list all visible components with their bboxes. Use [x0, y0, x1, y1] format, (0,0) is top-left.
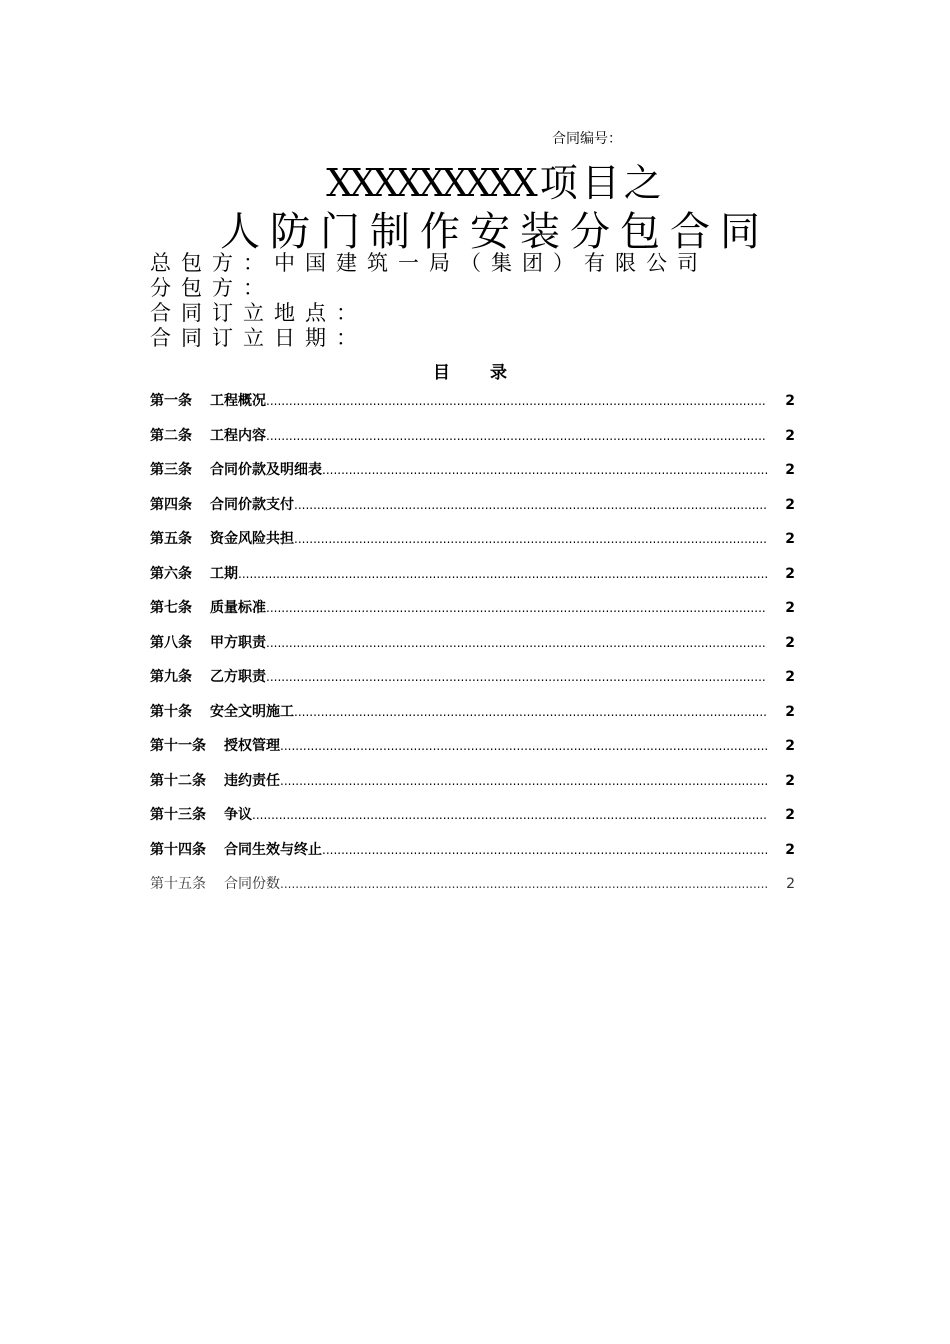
- toc-leader-dots: [266, 670, 767, 684]
- toc-entry-number: 第十条: [150, 703, 192, 720]
- toc-entry-page: 2: [785, 496, 795, 513]
- title-line1-suffix: 项目之: [539, 161, 666, 205]
- toc-entry-number: 第四条: [150, 496, 192, 513]
- toc-entry[interactable]: [150, 839, 795, 874]
- toc-entry-label: 质量标准: [210, 600, 266, 616]
- toc-entry-page: 2: [785, 669, 795, 685]
- toc-entry-page: 2: [785, 565, 795, 582]
- toc-leader-dots: [266, 429, 767, 443]
- toc-leader-dots: [266, 601, 767, 615]
- toc-leader-dots: [252, 808, 767, 822]
- toc-leader-dots: [266, 394, 767, 408]
- toc-entry[interactable]: [150, 632, 795, 667]
- toc-entry-number: 第十二条: [150, 772, 206, 789]
- toc-entry-label: 工程内容: [210, 427, 266, 444]
- toc-entry-label: 授权管理: [224, 738, 280, 754]
- toc-entry-number: 第一条: [150, 393, 192, 409]
- toc-entry-label: 争议: [224, 807, 252, 823]
- toc-entry[interactable]: [150, 770, 795, 805]
- toc-leader-dots: [266, 636, 767, 650]
- toc-entry-label: 合同份数: [224, 876, 280, 892]
- toc-entry[interactable]: [150, 390, 795, 425]
- toc-entry-number: 第八条: [150, 634, 192, 651]
- toc-entry-label: 安全文明施工: [210, 703, 294, 720]
- toc-leader-dots: [238, 567, 767, 581]
- toc-leader-dots: [280, 774, 767, 788]
- document-title-line1: [0, 152, 950, 207]
- toc-entry-label: 甲方职责: [210, 634, 266, 651]
- toc-entry-page: 2: [785, 462, 795, 478]
- toc-leader-dots: [294, 705, 767, 719]
- toc-entry-number: 第十四条: [150, 841, 206, 858]
- toc-entry-number: 第三条: [150, 462, 192, 478]
- toc-entry-number: 第六条: [150, 565, 192, 582]
- table-of-contents: [150, 390, 795, 908]
- toc-title: 目录: [433, 363, 547, 383]
- document-title-line2: 人防门制作安装分包合同: [220, 209, 770, 255]
- toc-entry-label: 乙方职责: [210, 669, 266, 685]
- toc-entry-label: 合同价款及明细表: [210, 462, 322, 478]
- toc-entry-number: 第五条: [150, 531, 192, 547]
- contract-date-row: [150, 322, 367, 352]
- toc-entry-label: 合同价款支付: [210, 496, 294, 513]
- toc-entry-number: 第十三条: [150, 807, 206, 823]
- toc-leader-dots: [280, 739, 767, 753]
- toc-leader-dots: [322, 463, 767, 477]
- toc-entry[interactable]: [150, 459, 795, 494]
- general-contractor-label: 总包方：: [150, 251, 274, 275]
- toc-entry[interactable]: [150, 494, 795, 529]
- toc-entry[interactable]: [150, 701, 795, 736]
- project-name-placeholder: XXXXXXXXX: [326, 161, 534, 205]
- toc-entry[interactable]: [150, 804, 795, 839]
- toc-entry-page: 2: [785, 531, 795, 547]
- toc-entry-label: 合同生效与终止: [224, 841, 322, 858]
- toc-entry[interactable]: [150, 735, 795, 770]
- toc-entry[interactable]: [150, 528, 795, 563]
- toc-entry-number: 第九条: [150, 669, 192, 685]
- toc-entry[interactable]: [150, 873, 795, 908]
- toc-entry-label: 工期: [210, 565, 238, 582]
- toc-entry-page: 2: [785, 393, 795, 409]
- toc-entry-page: 2: [785, 807, 795, 823]
- toc-entry-number: 第七条: [150, 600, 192, 616]
- toc-entry-number: 第二条: [150, 427, 192, 444]
- toc-entry-label: 工程概况: [210, 393, 266, 409]
- toc-entry-page: 2: [786, 876, 795, 892]
- toc-entry-page: 2: [785, 427, 795, 444]
- toc-entry-label: 违约责任: [224, 772, 280, 789]
- toc-leader-dots: [280, 877, 767, 891]
- toc-entry[interactable]: [150, 425, 795, 460]
- contract-date-label: 合同订立日期：: [150, 326, 367, 350]
- toc-leader-dots: [294, 498, 767, 512]
- toc-entry-page: 2: [785, 772, 795, 789]
- toc-entry[interactable]: [150, 666, 795, 701]
- toc-entry-number: 第十一条: [150, 738, 206, 754]
- toc-entry-page: 2: [785, 738, 795, 754]
- toc-entry-page: 2: [785, 634, 795, 651]
- toc-entry-page: 2: [785, 841, 795, 858]
- toc-entry-label: 资金风险共担: [210, 531, 294, 547]
- general-contractor-value: 中国建筑一局（集团）有限公司: [274, 251, 708, 275]
- toc-entry[interactable]: [150, 563, 795, 598]
- toc-entry-number: 第十五条: [150, 876, 206, 892]
- contract-place-label: 合同订立地点：: [150, 301, 367, 325]
- toc-leader-dots: [322, 843, 767, 857]
- toc-entry[interactable]: [150, 597, 795, 632]
- toc-entry-page: 2: [785, 703, 795, 720]
- contract-number-label: 合同编号：: [552, 131, 622, 147]
- subcontractor-label: 分包方：: [150, 276, 274, 300]
- toc-leader-dots: [294, 532, 767, 546]
- toc-entry-page: 2: [785, 600, 795, 616]
